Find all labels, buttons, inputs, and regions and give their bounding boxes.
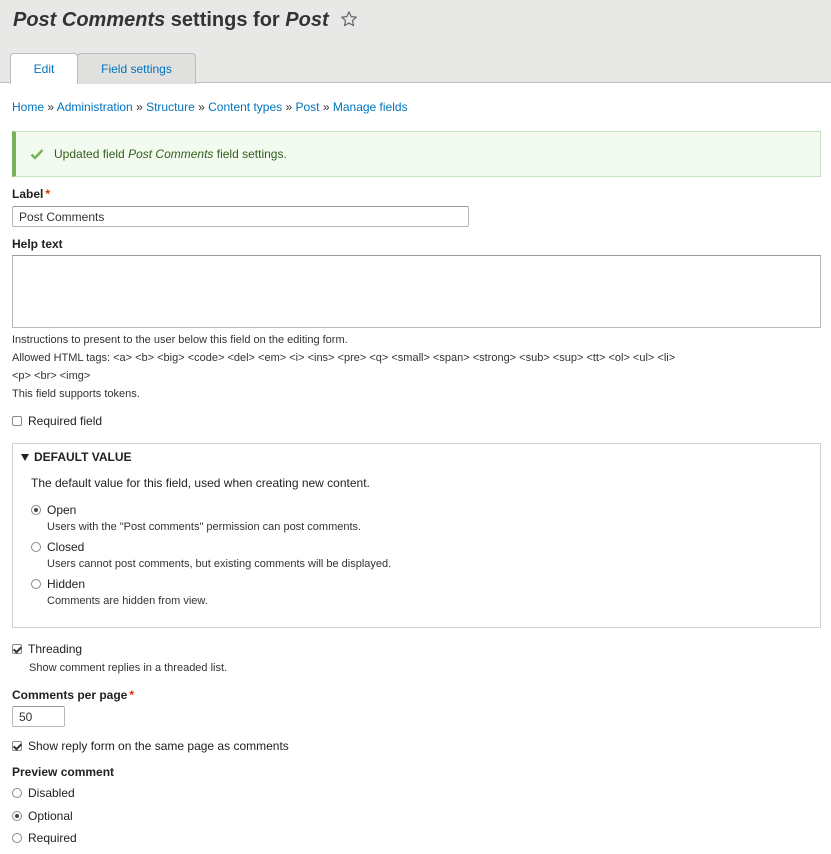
help-text-description — [12, 331, 827, 403]
comments-per-page-title — [12, 688, 134, 702]
breadcrumb-sep: » — [132, 100, 147, 114]
radio-closed-label[interactable]: Closed — [47, 540, 85, 554]
threading-checkbox[interactable] — [12, 644, 22, 654]
breadcrumb-sep: » — [194, 100, 209, 114]
tabs — [10, 53, 195, 84]
preview-disabled-radio[interactable] — [12, 788, 22, 798]
preview-optional-row — [12, 809, 73, 823]
breadcrumb-administration[interactable]: Administration — [56, 100, 133, 114]
breadcrumb — [12, 100, 408, 114]
message-prefix: Updated field — [54, 147, 129, 161]
default-value-summary[interactable] — [21, 450, 132, 464]
radio-closed-row — [31, 540, 84, 554]
allowed-tags-line: Allowed HTML tags: <a> <b> <big> <code> <del> <em> <i> <ins> <pre> <q> <small> <span> <strong> <sub> <sup> <tt> <ol> <ul> <li> — [12, 352, 676, 364]
required-mark: * — [129, 688, 135, 702]
message-text — [54, 147, 287, 161]
message-field-name: Post Comments — [128, 147, 214, 161]
breadcrumb-manage-fields[interactable]: Manage fields — [332, 100, 408, 114]
threading-row — [12, 642, 82, 656]
preview-optional-radio[interactable] — [12, 811, 22, 821]
title-bundle-name: Post — [285, 9, 329, 31]
preview-disabled-row — [12, 786, 75, 800]
breadcrumb-sep: » — [319, 100, 333, 114]
page-title — [13, 9, 358, 32]
status-message — [12, 131, 821, 177]
breadcrumb-sep: » — [44, 100, 57, 114]
comments-per-page-input[interactable] — [12, 706, 65, 727]
triangle-down-icon — [21, 454, 29, 461]
label-title — [12, 187, 50, 201]
breadcrumb-home[interactable]: Home — [12, 100, 45, 114]
comments-per-page-title-text: Comments per page — [12, 688, 128, 702]
label-input[interactable] — [12, 206, 469, 227]
required-field-row — [12, 414, 102, 428]
radio-open-desc: Users with the "Post comments" permission can post comments. — [47, 521, 362, 533]
radio-hidden-label[interactable]: Hidden — [47, 577, 86, 591]
threading-label[interactable]: Threading — [28, 642, 83, 656]
checkmark-icon — [30, 148, 44, 160]
radio-closed-desc: Users cannot post comments, but existing comments will be displayed. — [47, 558, 392, 570]
tab-edit[interactable]: Edit — [10, 53, 78, 84]
preview-required-row — [12, 831, 77, 845]
breadcrumb-sep: » — [282, 100, 296, 114]
preview-comment-title: Preview comment — [12, 765, 115, 779]
star-icon[interactable] — [340, 10, 358, 28]
help-text-title: Help text — [12, 237, 63, 251]
title-middle: settings for — [165, 9, 286, 31]
help-text-textarea[interactable] — [12, 255, 821, 328]
radio-open-label[interactable]: Open — [47, 503, 77, 517]
tokens-note: This field supports tokens. — [12, 388, 140, 400]
required-field-checkbox[interactable] — [12, 416, 22, 426]
required-mark: * — [45, 187, 51, 201]
reply-form-label[interactable]: Show reply form on the same page as comments — [28, 739, 289, 753]
default-value-summary-label: DEFAULT VALUE — [34, 450, 132, 464]
reply-form-checkbox[interactable] — [12, 741, 22, 751]
default-value-description: The default value for this field, used when creating new content. — [31, 476, 370, 490]
tab-field-settings[interactable]: Field settings — [77, 53, 196, 84]
radio-open[interactable] — [31, 505, 41, 515]
message-suffix: field settings. — [213, 147, 287, 161]
reply-form-row — [12, 739, 289, 753]
radio-open-row — [31, 503, 76, 517]
radio-hidden-desc: Comments are hidden from view. — [47, 595, 208, 607]
default-value-details — [12, 443, 821, 628]
help-desc-line: Instructions to present to the user below this field on the editing form. — [12, 334, 348, 346]
radio-hidden-row — [31, 577, 85, 591]
breadcrumb-content-types[interactable]: Content types — [208, 100, 283, 114]
required-field-label[interactable]: Required field — [28, 414, 103, 428]
radio-hidden[interactable] — [31, 579, 41, 589]
preview-disabled-label[interactable]: Disabled — [28, 786, 75, 800]
page-header — [0, 0, 831, 83]
title-field-name: Post Comments — [13, 9, 166, 31]
threading-desc: Show comment replies in a threaded list. — [29, 662, 228, 674]
preview-required-radio[interactable] — [12, 833, 22, 843]
breadcrumb-structure[interactable]: Structure — [146, 100, 195, 114]
label-title-text: Label — [12, 187, 44, 201]
radio-closed[interactable] — [31, 542, 41, 552]
breadcrumb-post[interactable]: Post — [295, 100, 320, 114]
preview-required-label[interactable]: Required — [28, 831, 77, 845]
allowed-tags-line: <p> <br> <img> — [12, 370, 91, 382]
preview-optional-label[interactable]: Optional — [28, 809, 73, 823]
